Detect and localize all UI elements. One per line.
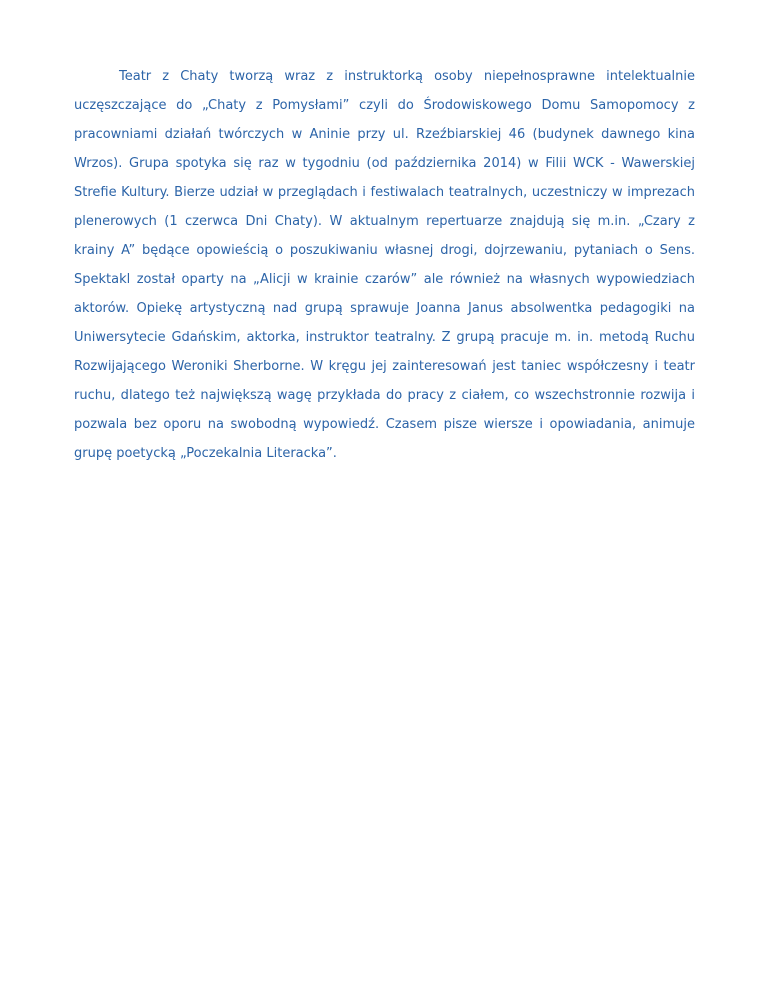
body-paragraph: Teatr z Chaty tworzą wraz z instruktorką osoby niepełnosprawne intelektualnie uczęszczające do „Chaty z Pomysłami” czyli do Środowiskowego Domu Samopomocy z pracowniami działań twórczych w Aninie przy ul. Rzeźbiarskiej 46 (budynek dawnego kina Wrzos). Grupa spotyka się raz w tygodniu (od października 2014) w Filii WCK - Wawerskiej Strefie Kultury. Bierze udział w przeglądach i festiwalach teatralnych, uczestniczy w imprezach plenerowych (1 czerwca Dni Chaty). W aktualnym repertuarze znajdują się m.in. „Czary z krainy A” będące opowieścią o poszukiwaniu własnej drogi, dojrzewaniu, pytaniach o Sens. Spektakl został oparty na „Alicji w krainie czarów” ale również na własnych wypowiedziach aktorów. Opiekę artystyczną nad grupą sprawuje Joanna Janus absolwentka pedagogiki na Uniwersytecie Gdańskim, aktorka, instruktor teatralny. Z grupą pracuje m. in. metodą Ruchu Rozwijającego Weroniki Sherborne. W kręgu jej zainteresowań jest taniec współczesny i teatr ruchu, dlatego też największą wagę przykłada do pracy z ciałem, co wszechstronnie rozwija i pozwala bez oporu na swobodną wypowiedź. Czasem pisze wiersze i opowiadania, animuje grupę poetycką „Poczekalnia Literacka”. (74, 69, 695, 461)
document-body (74, 62, 695, 468)
